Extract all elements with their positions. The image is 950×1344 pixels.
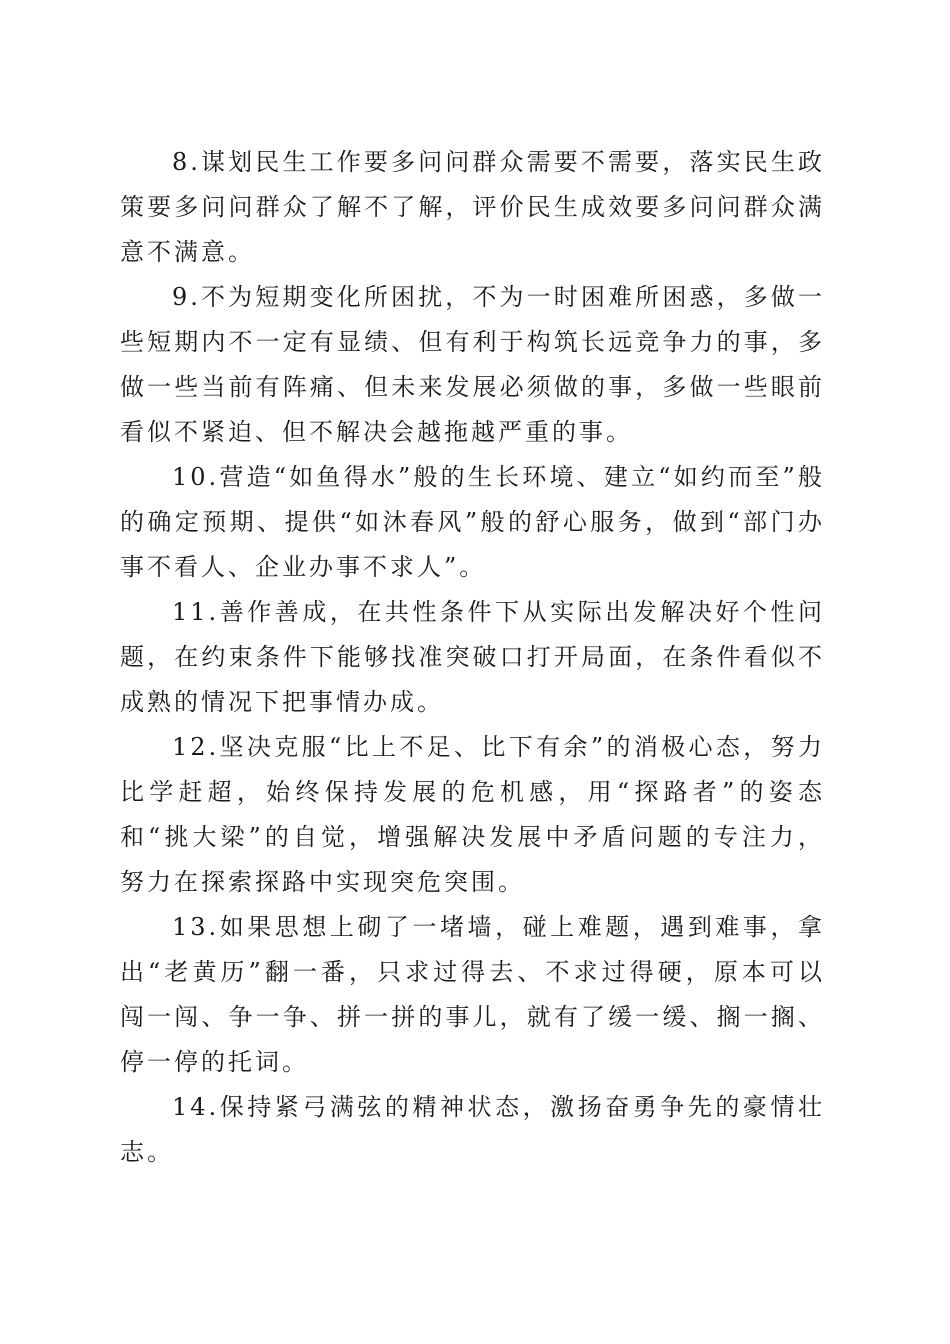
- paragraph-item-12: 12.坚决克服“比上不足、比下有余”的消极心态，努力比学赶超，始终保持发展的危机感，用“探路者”的姿态和“挑大梁”的自觉，增强解决发展中矛盾问题的专注力，努力在探索探路中实现突危突围。: [120, 733, 825, 896]
- paragraph-item-9: 9.不为短期变化所困扰，不为一时困难所困惑，多做一些短期内不一定有显绩、但有利于构筑长远竞争力的事，多做一些当前有阵痛、但未来发展必须做的事，多做一些眼前看似不紧迫、但不解决会越拖越严重的事。: [120, 283, 825, 446]
- paragraph-item-10: 10.营造“如鱼得水”般的生长环境、建立“如约而至”般的确定预期、提供“如沐春风”般的舒心服务，做到“部门办事不看人、企业办事不求人”。: [120, 463, 825, 581]
- paragraph-item-8: 8.谋划民生工作要多问问群众需要不需要，落实民生政策要多问问群众了解不了解，评价民生成效要多问问群众满意不满意。: [120, 148, 825, 266]
- paragraph-item-14: 14.保持紧弓满弦的精神状态，激扬奋勇争先的豪情壮志。: [120, 1093, 825, 1166]
- document-body: [120, 140, 825, 1175]
- paragraph-item-11: 11.善作善成，在共性条件下从实际出发解决好个性问题，在约束条件下能够找准突破口打开局面，在条件看似不成熟的情况下把事情办成。: [120, 598, 825, 716]
- paragraph-item-13: 13.如果思想上砌了一堵墙，碰上难题，遇到难事，拿出“老黄历”翻一番，只求过得去、不求过得硬，原本可以闯一闯、争一争、拼一拼的事儿，就有了缓一缓、搁一搁、停一停的托词。: [120, 913, 825, 1076]
